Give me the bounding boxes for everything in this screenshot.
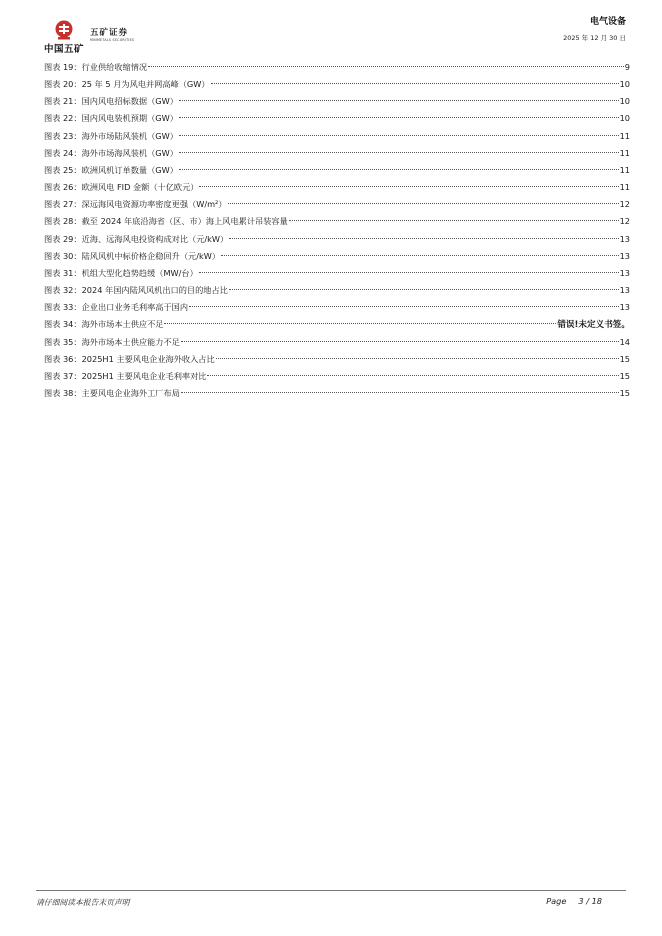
toc-entry-leader (221, 255, 619, 256)
toc-entry-title: 行业供给收缩情况 (81, 62, 148, 72)
toc-entry-label: 图表 33： (44, 302, 82, 313)
toc-entry-label: 图表 26： (44, 182, 82, 193)
toc-entry-page: 15 (619, 387, 630, 398)
toc-entry[interactable] (44, 162, 630, 179)
toc-entry-leader (216, 358, 619, 359)
toc-entry-title: 主要风电企业海外工厂布局 (81, 387, 180, 398)
toc-entry-page: 11 (619, 130, 630, 141)
page-number: 3 / 18 (578, 896, 602, 906)
footer-disclaimer: 请仔细阅读本报告末页声明 (36, 898, 130, 907)
toc-entry-leader (211, 83, 619, 84)
toc-entry[interactable] (44, 59, 630, 76)
toc-entry-title: 2025H1 主要风电企业毛利率对比 (81, 370, 207, 381)
toc-entry-label: 图表 19： (44, 62, 82, 72)
toc-entry-label: 图表 27： (44, 199, 82, 210)
minmetals-emblem-icon (54, 20, 74, 40)
toc-entry-title: 海外市场本土供应能力不足 (81, 336, 180, 347)
toc-entry-label: 图表 32： (44, 285, 82, 296)
toc-entry-title: 机组大型化趋势趋缓（MW/台） (81, 267, 198, 278)
toc-entry-leader (181, 341, 619, 342)
header-logos (44, 20, 164, 56)
toc-entry-leader (179, 100, 619, 101)
toc-entry-leader (181, 392, 619, 393)
toc-entry[interactable] (44, 282, 630, 299)
toc-entry-leader (179, 117, 619, 118)
toc-entry[interactable] (44, 248, 630, 265)
toc-entry-page: 10 (619, 79, 630, 90)
toc-entry[interactable] (44, 334, 630, 351)
toc-entry-leader (179, 135, 619, 136)
toc-entry-title: 截至 2024 年底沿海省（区、市）海上风电累计吊装容量 (81, 216, 288, 227)
toc-entry-title: 欧洲风电 FID 金额（十亿欧元） (81, 182, 199, 193)
toc-entry[interactable] (44, 368, 630, 385)
toc-entry-page: 15 (619, 353, 630, 364)
toc-entry-page: 13 (619, 250, 630, 261)
toc-entry[interactable] (44, 231, 630, 248)
toc-entry-title: 国内风电招标数据（GW） (81, 96, 178, 107)
toc-entry-title: 2025H1 主要风电企业海外收入占比 (81, 353, 215, 364)
toc-entry-page: 13 (619, 285, 630, 296)
toc-entry[interactable] (44, 128, 630, 145)
toc-entry-page: 11 (619, 164, 630, 175)
toc-entry[interactable] (44, 265, 630, 282)
toc-entry-label: 图表 36： (44, 353, 82, 364)
page-word: Page (546, 896, 567, 906)
figure-list (44, 59, 630, 402)
minmetals-logo-text: 中国五矿 (44, 44, 85, 55)
toc-entry-title: 2024 年国内陆风风机出口的目的地占比 (81, 285, 228, 296)
toc-entry-title: 海外市场陆风装机（GW） (81, 130, 178, 141)
toc-entry-page: 13 (619, 233, 630, 244)
toc-entry-page: 15 (619, 370, 630, 381)
toc-entry[interactable] (44, 145, 630, 162)
toc-entry-page: 13 (619, 267, 630, 278)
toc-entry-title: 深远海风电资源功率密度更强（W/m²） (81, 199, 227, 210)
toc-entry-label: 图表 22： (44, 113, 82, 124)
toc-entry-title: 近海、远海风电投资构成对比（元/kW） (81, 233, 229, 244)
toc-entry-page: 10 (619, 96, 630, 107)
report-section: 电气设备 (589, 17, 626, 27)
toc-entry-label: 图表 31： (44, 267, 82, 278)
toc-entry-leader (228, 203, 619, 204)
toc-entry-label: 图表 20： (44, 79, 82, 90)
toc-entry-page: 11 (619, 147, 630, 158)
toc-entry-label: 图表 23： (44, 130, 82, 141)
toc-entry-label: 图表 29： (44, 233, 82, 244)
securities-logo (90, 28, 160, 46)
toc-entry[interactable] (44, 76, 630, 93)
toc-entry-title: 海外市场海风装机（GW） (81, 147, 178, 158)
report-date: 2025 年 12 月 30 日 (563, 34, 626, 42)
toc-entry-label: 图表 35： (44, 336, 82, 347)
toc-entry[interactable] (44, 196, 630, 213)
toc-entry-leader (199, 272, 619, 273)
toc-entry-page: 错误!未定义书签。 (557, 320, 630, 331)
minmetals-logo (44, 20, 88, 54)
toc-entry-label: 图表 30： (44, 250, 82, 261)
toc-entry[interactable] (44, 213, 630, 230)
toc-entry-leader (207, 375, 618, 376)
toc-entry-label: 图表 25： (44, 164, 82, 175)
toc-entry-page: 14 (619, 336, 630, 347)
toc-entry-page: 10 (619, 113, 630, 124)
footer-divider (36, 890, 626, 891)
toc-entry[interactable] (44, 316, 630, 333)
toc-entry-page: 9 (624, 62, 630, 72)
toc-entry-leader (229, 289, 619, 290)
toc-entry-leader (199, 186, 618, 187)
toc-entry-label: 图表 34： (44, 319, 82, 330)
toc-entry-title: 海外市场本土供应不足 (81, 319, 164, 330)
toc-entry-page: 13 (619, 302, 630, 313)
toc-entry[interactable] (44, 385, 630, 402)
toc-entry-label: 图表 24： (44, 147, 82, 158)
footer-page-indicator (546, 896, 602, 906)
toc-entry-leader (179, 152, 619, 153)
toc-entry-title: 25 年 5 月为风电并网高峰（GW） (81, 79, 210, 90)
toc-entry[interactable] (44, 299, 630, 316)
toc-entry-leader (189, 306, 619, 307)
toc-entry[interactable] (44, 93, 630, 110)
toc-entry-title: 欧洲风机订单数量（GW） (81, 164, 178, 175)
toc-entry[interactable] (44, 110, 630, 127)
securities-logo-cn: 五矿证券 (90, 28, 129, 38)
toc-entry-page: 11 (619, 182, 630, 193)
securities-logo-en: MINMETALS SECURITIES (90, 38, 135, 42)
toc-entry-leader (229, 238, 618, 239)
toc-entry-title: 国内风电装机预期（GW） (81, 113, 178, 124)
header-right (563, 16, 626, 43)
toc-entry[interactable] (44, 179, 630, 196)
toc-entry-page: 12 (619, 199, 630, 210)
toc-entry-page: 12 (619, 216, 630, 227)
toc-entry-title: 陆风风机中标价格企稳回升（元/kW） (81, 250, 221, 261)
toc-entry-leader (179, 169, 619, 170)
toc-entry-label: 图表 21： (44, 96, 82, 107)
toc-entry-leader (148, 66, 624, 67)
toc-entry-label: 图表 28： (44, 216, 82, 227)
toc-entry-title: 企业出口业务毛利率高于国内 (81, 302, 189, 313)
toc-entry[interactable] (44, 351, 630, 368)
toc-entry-leader (164, 323, 556, 324)
toc-entry-label: 图表 37： (44, 370, 82, 381)
toc-entry-label: 图表 38： (44, 387, 82, 398)
toc-entry-leader (289, 220, 619, 221)
